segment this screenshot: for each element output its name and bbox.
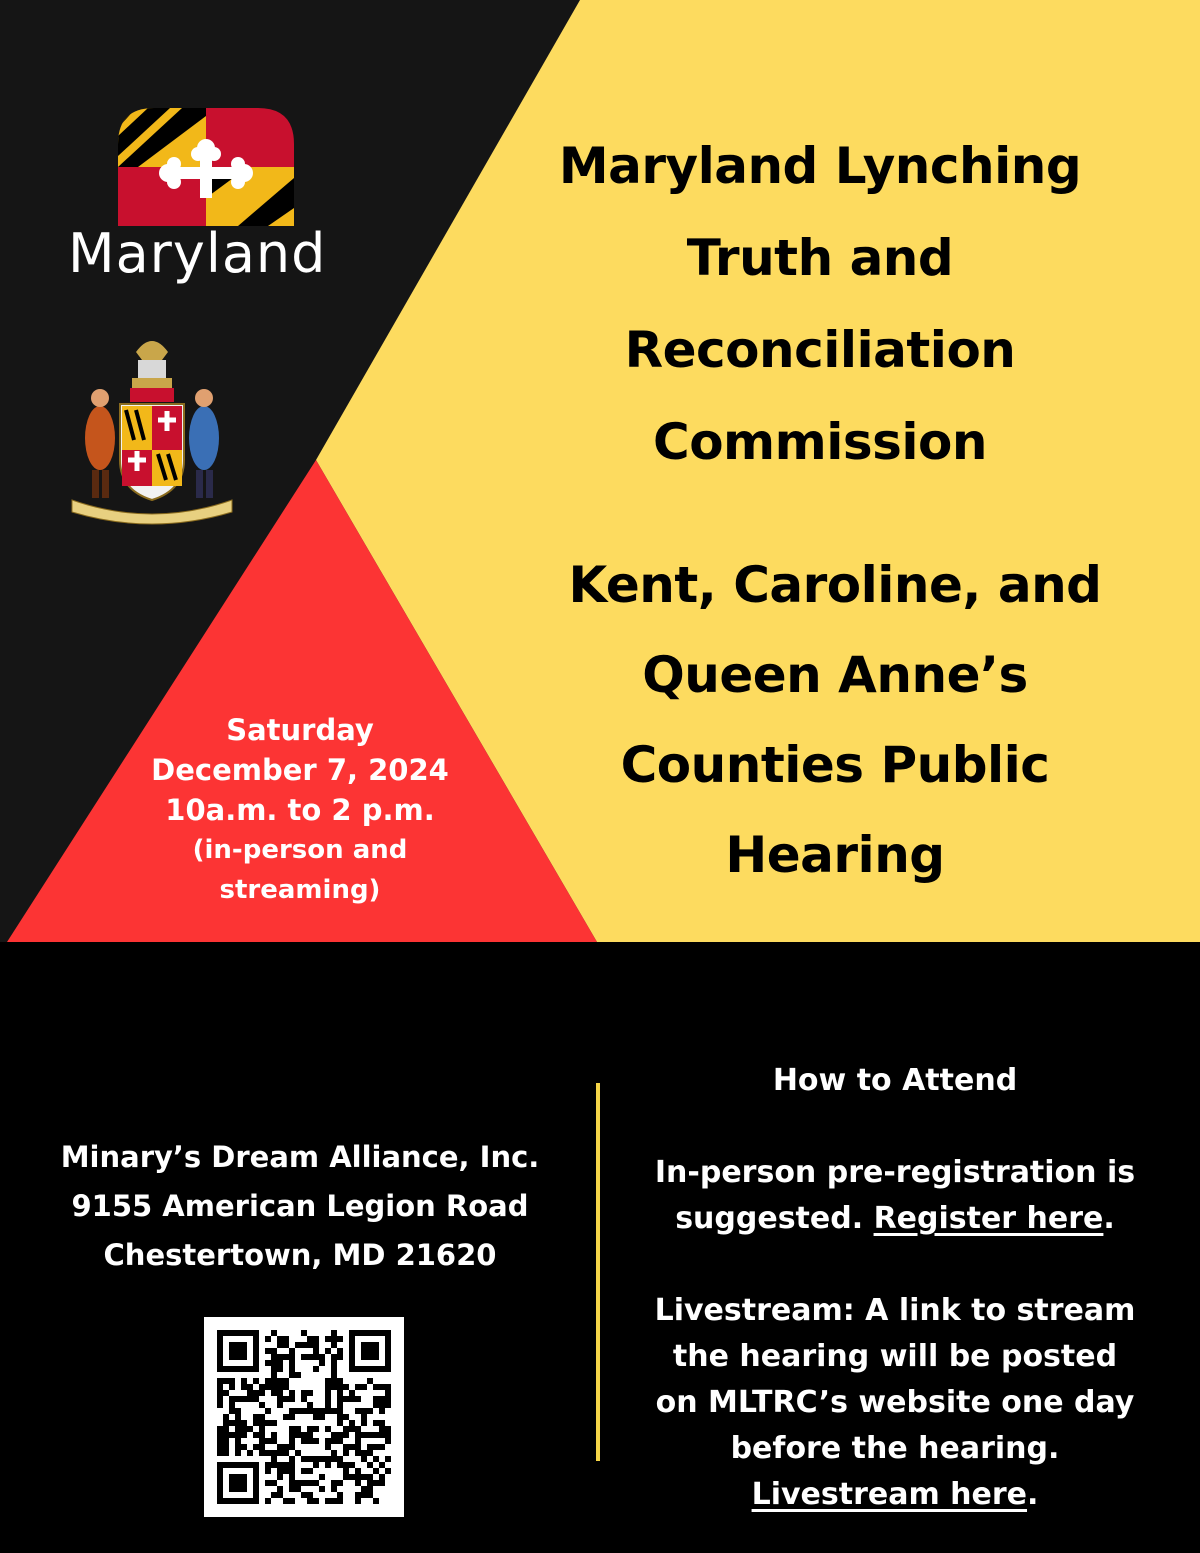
how-to-attend [620, 1058, 1170, 1518]
section-divider [596, 1083, 600, 1461]
subtitle-line: Kent, Caroline, and [568, 556, 1102, 614]
punctuation: . [1103, 1201, 1115, 1236]
title-line: Maryland Lynching [558, 137, 1082, 195]
venue-city: Chestertown, MD 21620 [103, 1238, 497, 1272]
title-line: Truth and [686, 229, 954, 287]
title-line: Reconciliation [624, 321, 1016, 379]
subtitle-line: Queen Anne’s [642, 646, 1028, 704]
maryland-wordmark: Maryland [68, 222, 327, 285]
attend-heading: How to Attend [772, 1063, 1018, 1098]
livestream-text: before the hearing. [730, 1431, 1060, 1466]
livestream-text: the hearing will be posted [672, 1339, 1118, 1374]
punctuation: . [1027, 1477, 1039, 1512]
event-time: 10a.m. to 2 p.m. [165, 793, 435, 827]
title-line: Commission [653, 413, 987, 471]
maryland-flag-logo [118, 108, 294, 226]
event-date: December 7, 2024 [151, 753, 449, 787]
commission-title [470, 120, 1170, 488]
maryland-seal [62, 330, 242, 530]
livestream-link[interactable]: Livestream here [751, 1477, 1028, 1512]
qr-code[interactable] [204, 1317, 404, 1517]
inperson-text: In-person pre-registration is [654, 1155, 1136, 1190]
register-link[interactable]: Register here [873, 1201, 1104, 1236]
event-datetime [130, 710, 470, 910]
event-format: (in-person and [192, 835, 408, 865]
venue-name: Minary’s Dream Alliance, Inc. [60, 1140, 540, 1174]
livestream-text: Livestream: A link to stream [654, 1293, 1136, 1328]
subtitle-line: Counties Public [620, 736, 1050, 794]
livestream-link-line [620, 1472, 1170, 1518]
inperson-text-part: suggested. [675, 1201, 874, 1236]
hearing-title [470, 540, 1200, 900]
event-day: Saturday [226, 713, 374, 747]
event-format: streaming) [219, 875, 381, 905]
livestream-text: on MLTRC’s website one day [655, 1385, 1135, 1420]
venue-street: 9155 American Legion Road [71, 1189, 529, 1223]
inperson-text [620, 1196, 1170, 1242]
subtitle-line: Hearing [725, 826, 945, 884]
venue-address [30, 1133, 570, 1280]
